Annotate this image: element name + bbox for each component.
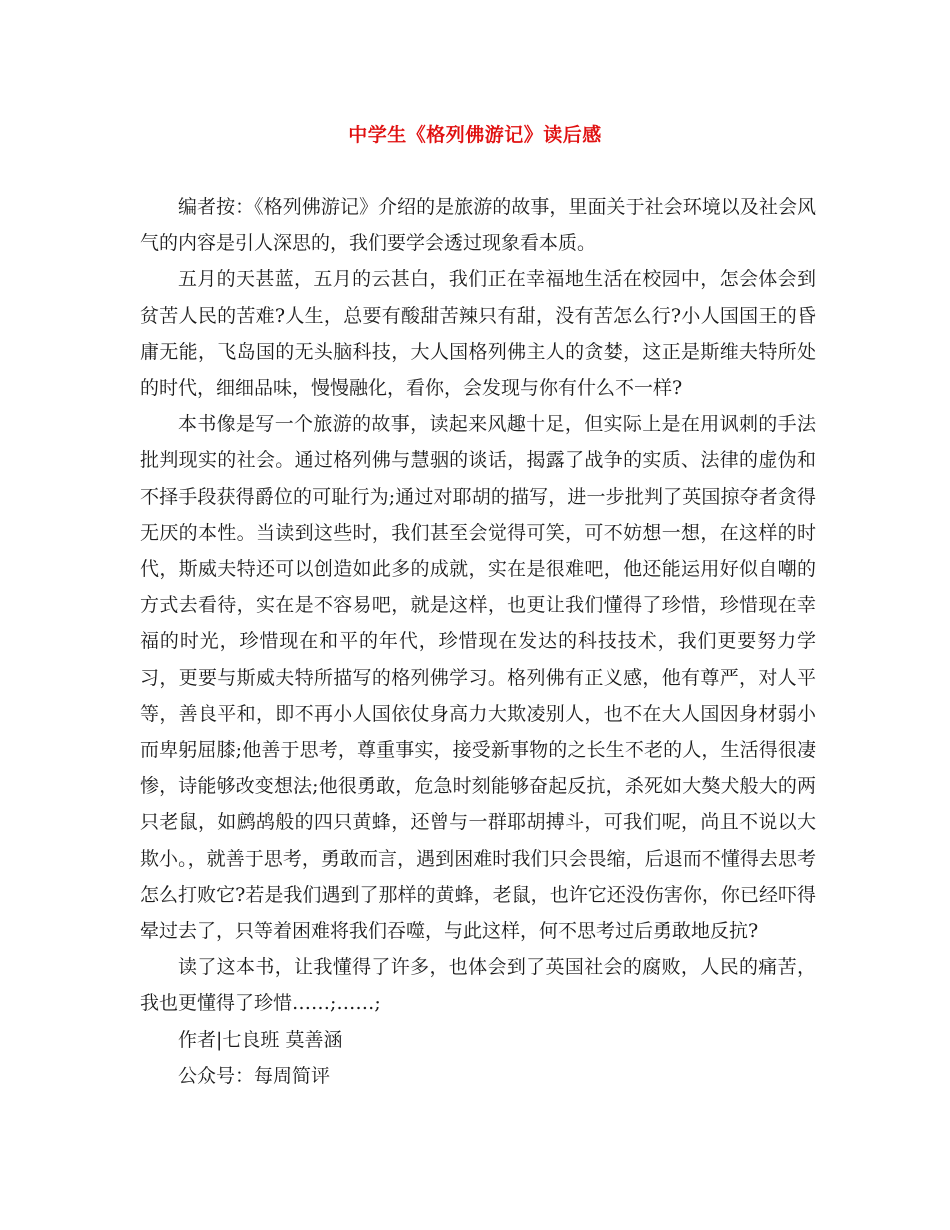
account-line: 公众号：每周简评: [178, 1064, 331, 1087]
body-paragraph-3: 读了这本书，让我懂得了许多，也体会到了英国社会的腐败，人民的痛苦，我也更懂得了珍惜……;……;: [140, 956, 816, 1015]
author-line: 作者|七良班 莫善涵: [178, 1028, 343, 1051]
body-paragraph-1: 五月的天甚蓝，五月的云甚白，我们正在幸福地生活在校园中，怎会体会到贫苦人民的苦难?人生，总要有酸甜苦辣只有甜，没有苦怎么行?小人国国王的昏庸无能，飞岛国的无头脑科技，大人国格列佛主人的贪婪，这正是斯维夫特所处的时代，细细品味，慢慢融化，看你，会发现与你有什么不一样?: [140, 268, 816, 400]
document-body: [140, 189, 816, 1094]
body-paragraph-2: 本书像是写一个旅游的故事，读起来风趣十足，但实际上是在用讽刺的手法批判现实的社会。通过格列佛与慧骃的谈话，揭露了战争的实质、法律的虚伪和不择手段获得爵位的可耻行为;通过对耶胡的描写，进一步批判了英国掠夺者贪得无厌的本性。当读到这些时，我们甚至会觉得可笑，可不妨想一想，在这样的时代，斯威夫特还可以创造如此多的成就，实在是很难吧，他还能运用好似自嘲的方式去看待，实在是不容易吧，就是这样，也更让我们懂得了珍惜，珍惜现在幸福的时光，珍惜现在和平的年代，珍惜现在发达的科技技术，我们更要努力学习，更要与斯威夫特所描写的格列佛学习。格列佛有正义感，他有尊严，对人平等，善良平和，即不再小人国依仗身高力大欺凌别人，也不在大人国因身材弱小而卑躬屈膝;他善于思考，尊重事实，接受新事物的之长生不老的人，生活得很凄惨，诗能够改变想法;他很勇敢，危急时刻能够奋起反抗，杀死如大獒犬般大的两只老鼠，如鹧鸪般的四只黄蜂，还曾与一群耶胡搏斗，可我们呢，尚且不说以大欺小。，就善于思考，勇敢而言，遇到困难时我们只会畏缩，后退而不懂得去思考怎么打败它?若是我们遇到了那样的黄蜂，老鼠，也许它还没伤害你，你已经吓得晕过去了，只等着困难将我们吞噬，与此这样，何不思考过后勇敢地反抗?: [140, 413, 816, 943]
document-title: 中学生《格列佛游记》读后感: [348, 124, 602, 146]
editor-note-paragraph: 编者按：《格列佛游记》介绍的是旅游的故事，里面关于社会环境以及社会风气的内容是引人深思的，我们要学会透过现象看本质。: [140, 196, 816, 255]
